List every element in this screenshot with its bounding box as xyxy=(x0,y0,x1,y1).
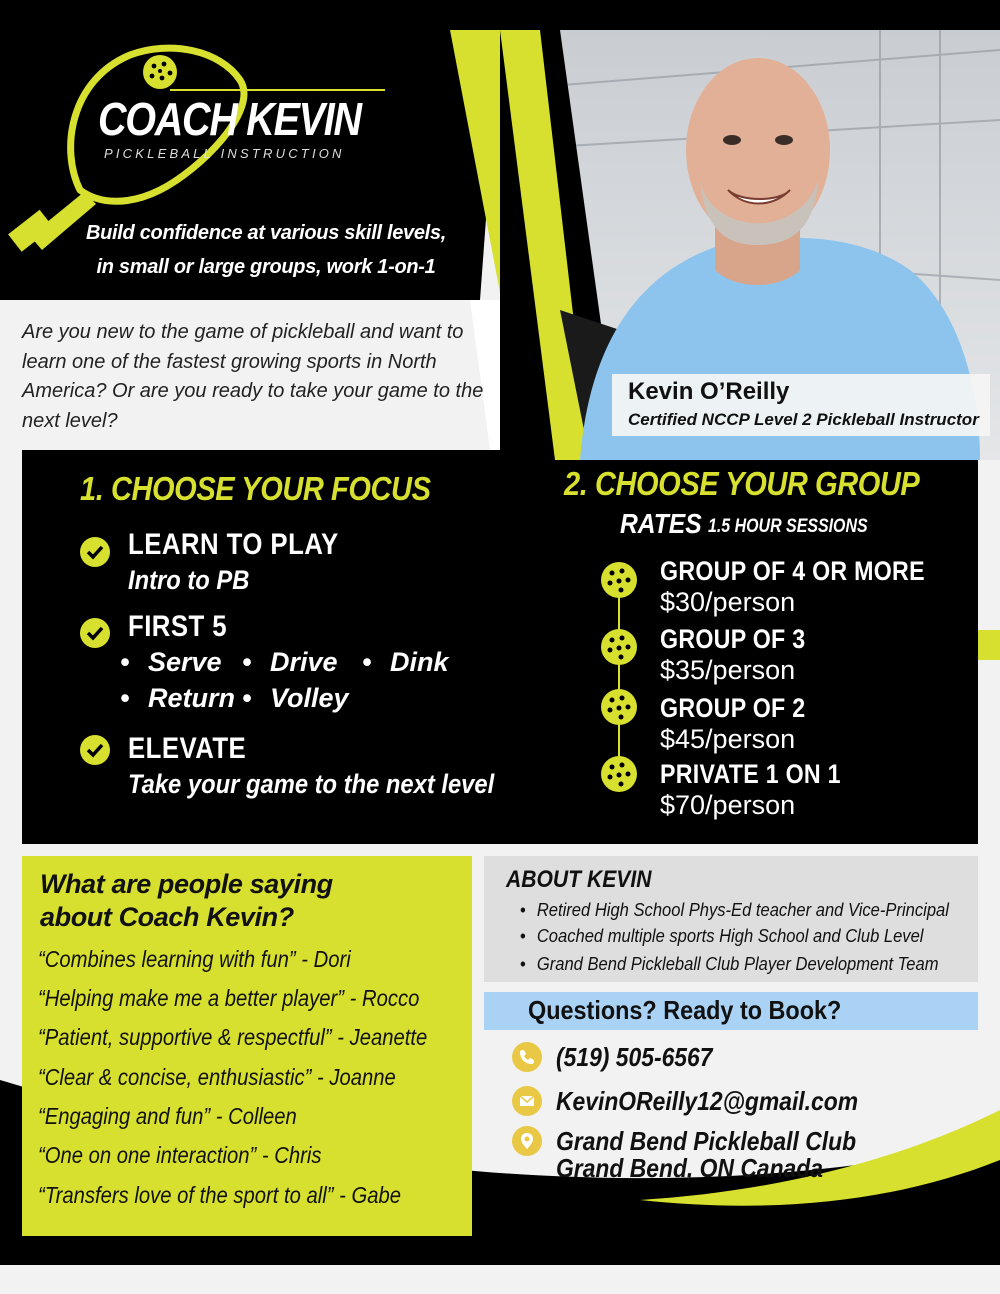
session-label: 1.5 HOUR SESSIONS xyxy=(708,516,868,537)
intro-text: Are you new to the game of pickleball and want to learn one of the fastest growing sports in North America? Or are you ready to take your game to the next level? xyxy=(22,321,484,432)
about-heading: ABOUT KEVIN xyxy=(506,866,652,893)
focus-item-title: FIRST 5 xyxy=(128,610,228,643)
rate-price: $70/person xyxy=(660,790,796,820)
pickleball-icon xyxy=(601,756,637,792)
about-item: • Coached multiple sports High School and Club Level xyxy=(520,926,923,947)
rate-timeline xyxy=(598,560,644,810)
skill-volley: Volley xyxy=(270,683,349,713)
testimonials-heading-line-1: What are people saying xyxy=(40,869,333,899)
coach-credential: Certified NCCP Level 2 Pickleball Instructor xyxy=(628,410,979,429)
rates-label: RATES xyxy=(620,508,702,539)
rate-name: PRIVATE 1 ON 1 xyxy=(660,759,841,789)
pickleball-icon xyxy=(601,562,637,598)
rate-price: $30/person xyxy=(660,587,796,617)
testimonial-quote: “One on one interaction” - Chris xyxy=(38,1142,322,1168)
location-pin-icon xyxy=(512,1126,542,1156)
rate-name: GROUP OF 4 OR MORE xyxy=(660,556,925,586)
group-heading: 2. CHOOSE YOUR GROUP xyxy=(564,465,920,502)
testimonial-quote: “Engaging and fun” - Colleen xyxy=(38,1103,297,1129)
contact-heading: Questions? Ready to Book? xyxy=(528,995,842,1025)
contact-location-line-2: Grand Bend, ON Canada xyxy=(556,1153,823,1183)
coach-name: Kevin O’Reilly xyxy=(628,378,790,405)
testimonials-heading-line-2: about Coach Kevin? xyxy=(40,902,294,932)
skill-drive: Drive xyxy=(270,647,338,677)
contact-phone[interactable]: (519) 505-6567 xyxy=(556,1042,713,1072)
about-item: • Retired High School Phys-Ed teacher and Vice-Principal xyxy=(520,900,949,921)
rate-price: $45/person xyxy=(660,724,796,754)
about-item: • Grand Bend Pickleball Club Player Development Team xyxy=(520,954,938,975)
rate-price: $35/person xyxy=(660,655,796,685)
testimonial-quote: “Helping make me a better player” - Rocco xyxy=(38,985,420,1011)
focus-item-subtitle: Intro to PB xyxy=(128,565,250,595)
pickleball-icon xyxy=(601,689,637,725)
testimonials-heading xyxy=(40,868,460,934)
brand-subtitle: PICKLEBALL INSTRUCTION xyxy=(104,146,345,161)
contact-location-line-1: Grand Bend Pickleball Club xyxy=(556,1126,857,1156)
focus-heading: 1. CHOOSE YOUR FOCUS xyxy=(80,470,431,507)
skill-return: Return xyxy=(148,683,235,713)
tagline xyxy=(66,216,466,284)
rate-name: GROUP OF 3 xyxy=(660,624,806,654)
check-icon xyxy=(80,735,110,765)
brand-title: COACH KEVIN xyxy=(98,93,361,145)
tagline-line-1: Build confidence at various skill levels, xyxy=(85,222,447,244)
check-icon xyxy=(80,537,110,567)
testimonial-quote: “Clear & concise, enthusiastic” - Joanne xyxy=(38,1064,396,1090)
tagline-line-2: in small or large groups, work 1-on-1 xyxy=(96,256,436,278)
pickleball-icon xyxy=(601,629,637,665)
check-icon xyxy=(80,618,110,648)
testimonial-quote: “Combines learning with fun” - Dori xyxy=(38,946,351,972)
testimonial-quote: “Transfers love of the sport to all” - Gabe xyxy=(38,1182,401,1208)
testimonial-quote: “Patient, supportive & respectful” - Jeanette xyxy=(38,1024,428,1050)
focus-item-title: LEARN TO PLAY xyxy=(128,528,339,561)
rate-name: GROUP OF 2 xyxy=(660,693,806,723)
focus-item-title: ELEVATE xyxy=(128,732,247,765)
skill-serve: Serve xyxy=(148,647,222,677)
contact-email[interactable]: KevinOReilly12@gmail.com xyxy=(556,1086,859,1116)
email-icon xyxy=(512,1086,542,1116)
skill-dink: Dink xyxy=(390,647,449,677)
phone-icon xyxy=(512,1042,542,1072)
focus-item-subtitle: Take your game to the next level xyxy=(128,769,495,799)
